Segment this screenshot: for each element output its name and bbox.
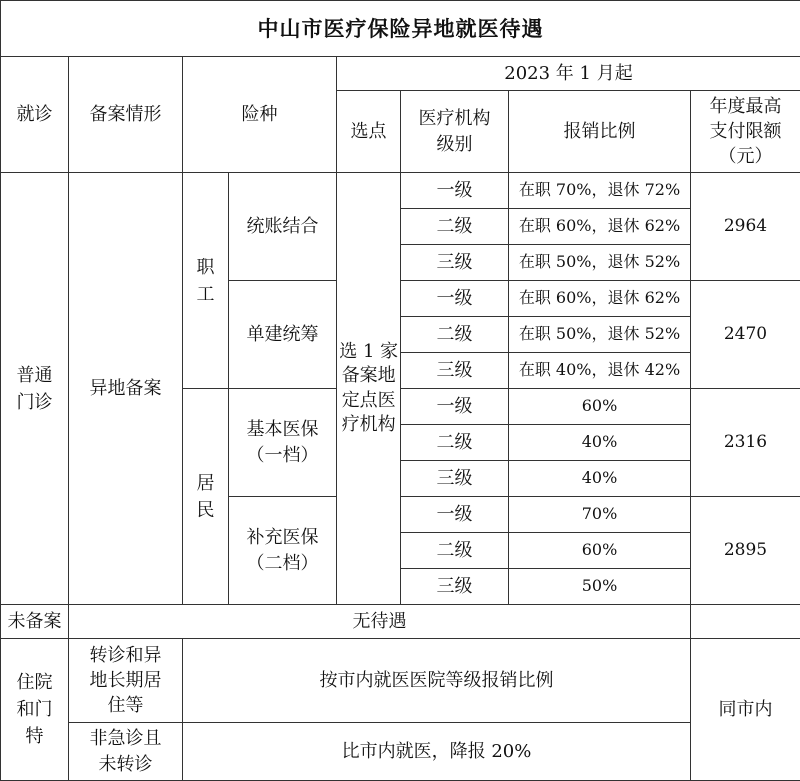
ratio-cell: 在职 60%，退休 62% <box>509 281 691 317</box>
plan-single: 单建统筹 <box>229 281 337 389</box>
level-cell: 一级 <box>401 281 509 317</box>
group-resident: 居民 <box>183 389 229 605</box>
ratio-cell: 60% <box>509 389 691 425</box>
selection-rule: 选 1 家备案地定点医疗机构 <box>337 173 401 605</box>
ratio-cell: 70% <box>509 497 691 533</box>
level-cell: 二级 <box>401 209 509 245</box>
ratio-cell: 40% <box>509 461 691 497</box>
header-limit: 年度最高支付限额（元） <box>691 91 800 173</box>
filing-nonemergency: 非急诊且未转诊 <box>69 723 183 781</box>
header-visit: 就诊 <box>1 57 69 173</box>
visit-outpatient: 普通门诊 <box>1 173 69 605</box>
ratio-cell: 在职 40%，退休 42% <box>509 353 691 389</box>
ratio-cell: 60% <box>509 533 691 569</box>
level-cell: 二级 <box>401 425 509 461</box>
header-period: 2023 年 1 月起 <box>337 57 800 91</box>
level-cell: 二级 <box>401 533 509 569</box>
level-cell: 一级 <box>401 389 509 425</box>
level-cell: 一级 <box>401 173 509 209</box>
inpatient-limit: 同市内 <box>691 639 800 781</box>
unfiled-benefit: 无待遇 <box>69 605 691 639</box>
plan-supplement: 补充医保（二档） <box>229 497 337 605</box>
plan-basic: 基本医保（一档） <box>229 389 337 497</box>
level-cell: 三级 <box>401 353 509 389</box>
limit-combined: 2964 <box>691 173 800 281</box>
level-cell: 三级 <box>401 461 509 497</box>
ratio-cell: 在职 60%，退休 62% <box>509 209 691 245</box>
header-level: 医疗机构级别 <box>401 91 509 173</box>
filing-filed: 异地备案 <box>69 173 183 605</box>
header-insurance: 险种 <box>183 57 337 173</box>
plan-combined: 统账结合 <box>229 173 337 281</box>
ratio-cell: 40% <box>509 425 691 461</box>
level-cell: 一级 <box>401 497 509 533</box>
visit-inpatient: 住院和门特 <box>1 639 69 781</box>
ratio-cell: 在职 50%，退休 52% <box>509 317 691 353</box>
level-cell: 三级 <box>401 245 509 281</box>
limit-single: 2470 <box>691 281 800 389</box>
ratio-cell: 50% <box>509 569 691 605</box>
filing-referral: 转诊和异地长期居住等 <box>69 639 183 723</box>
filing-unfiled: 未备案 <box>1 605 69 639</box>
header-selection: 选点 <box>337 91 401 173</box>
group-employee: 职工 <box>183 173 229 389</box>
level-cell: 三级 <box>401 569 509 605</box>
table-title: 中山市医疗保险异地就医待遇 <box>1 1 800 57</box>
ratio-cell: 在职 50%，退休 52% <box>509 245 691 281</box>
referral-benefit: 按市内就医医院等级报销比例 <box>183 639 691 723</box>
header-filing: 备案情形 <box>69 57 183 173</box>
level-cell: 二级 <box>401 317 509 353</box>
ratio-cell: 在职 70%，退休 72% <box>509 173 691 209</box>
limit-supplement: 2895 <box>691 497 800 605</box>
nonemergency-benefit: 比市内就医，降报 20% <box>183 723 691 781</box>
header-ratio: 报销比例 <box>509 91 691 173</box>
limit-basic: 2316 <box>691 389 800 497</box>
